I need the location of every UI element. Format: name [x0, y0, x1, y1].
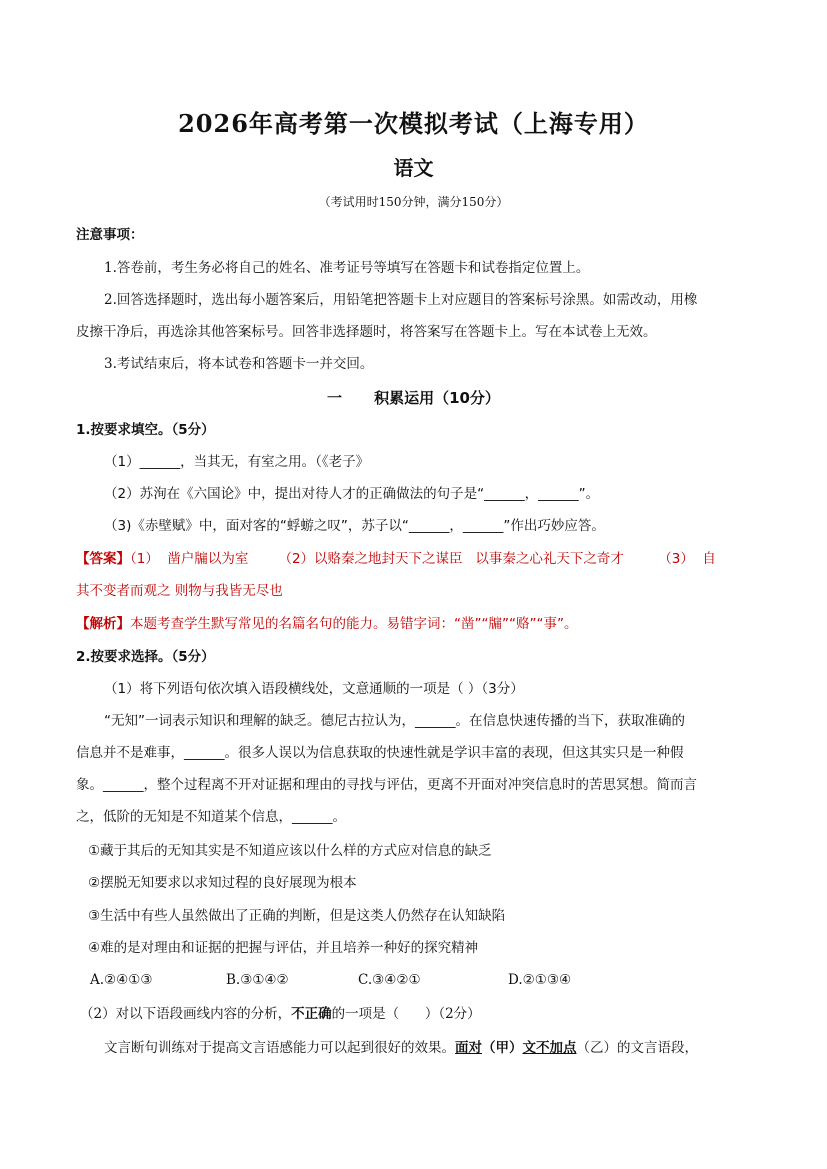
choice-3: ③生活中有些人虽然做出了正确的判断，但是这类人仍然存在认知缺陷 [88, 908, 506, 924]
exam-title: 2026年高考第一次模拟考试（上海专用） [178, 109, 649, 138]
sub2-emphasis: 不正确 [291, 1006, 332, 1022]
passage-line-3: 象。______，整个过程离不开对证据和理由的寻找与评估，更离不开面对冲突信息时的苦思冥想。简而言 [76, 777, 697, 793]
q2-title: 2.按要求选择。（5分） [76, 649, 215, 665]
notes-item-3: 3.考试结束后，将本试卷和答题卡一并交回。 [104, 356, 374, 372]
section-title: 积累运用（10分） [374, 389, 500, 407]
q1-sub-3: （3)《赤壁赋》中，面对客的“蜉蝣之叹”，苏子以“______，______”作出巧妙应答。 [104, 518, 605, 534]
q1-answer [76, 549, 756, 569]
q1-sub-2: （2）苏洵在《六国论》中，提出对待人才的正确做法的句子是“______，______”。 [104, 486, 600, 502]
notes-item-2-line-2: 皮擦干净后，再选涂其他答案标号。回答非选择题时，将答案写在答题卡上。写在本试卷上无效。 [76, 324, 657, 340]
passage-tail: （乙）的文言语段， [576, 1040, 698, 1056]
choice-2: ②摆脱无知要求以求知过程的良好展现为根本 [88, 875, 357, 891]
sub2-post: 的一项是（ ）（2分） [331, 1006, 481, 1022]
option-d: D.②①③④ [508, 972, 572, 988]
sub2-pre: （2）对以下语段画线内容的分析， [80, 1006, 292, 1022]
answer-tag: 【答案】 [76, 551, 130, 567]
section-heading [0, 387, 827, 408]
underlined-phrase-1: 面对 [455, 1040, 482, 1056]
option-a: A.②④①③ [90, 972, 153, 988]
blank-jia: （甲） [482, 1040, 523, 1056]
exam-time-note: （考试用时150分钟，满分150分） [318, 195, 509, 209]
analysis-text: 本题考查学生默写常见的名篇名句的能力。易错字词：“凿”“牖”“赂”“事”。 [130, 616, 578, 632]
section-number: 一 [327, 389, 343, 407]
passage-line-2: 信息并不是难事，______。很多人误以为信息获取的快速性就是学识丰富的表现，但这其实只是一种假 [76, 745, 684, 761]
answer-text-line-2: 其不变者而观之 则物与我皆无尽也 [76, 583, 283, 599]
q2-sub-2-passage [104, 1038, 756, 1058]
q2-sub-1-prompt: （1）将下列语句依次填入语段横线处，文意通顺的一项是（ ）（3分） [104, 681, 524, 697]
subject-title: 语文 [393, 156, 434, 180]
q2-sub-2-prompt [80, 1004, 760, 1024]
choice-4: ④难的是对理由和证据的把握与评估，并且培养一种好的探究精神 [88, 940, 479, 956]
option-b: B.③①④② [226, 972, 289, 988]
answer-text-line-1: （1） 凿户牖以为室 （2）以赂秦之地封天下之谋臣 以事秦之心礼天下之奇才 （3） 自 [130, 551, 716, 567]
notes-item-2-line-1: 2.回答选择题时，选出每小题答案后，用铅笔把答题卡上对应题目的答案标号涂黑。如需改动，用橡 [104, 292, 698, 308]
choice-1: ①藏于其后的无知其实是不知道应该以什么样的方式应对信息的缺乏 [88, 843, 492, 859]
analysis-tag: 【解析】 [76, 616, 130, 632]
passage-line-4: 之，低阶的无知是不知道某个信息，______。 [76, 809, 346, 825]
option-c: C.③④②① [358, 972, 421, 988]
notes-item-1: 1.答卷前，考生务必将自己的姓名、准考证号等填写在答题卡和试卷指定位置上。 [104, 260, 590, 276]
notes-heading: 注意事项： [76, 227, 144, 243]
q1-sub-1: （1）______，当其无，有室之用。（《老子》 [104, 454, 370, 470]
passage-line-1: “无知”一词表示知识和理解的缺乏。德尼古拉认为，______。在信息快速传播的当下，获取准确的 [104, 713, 685, 729]
underlined-phrase-2: 文不加点 [522, 1040, 577, 1056]
q1-title: 1.按要求填空。（5分） [76, 422, 215, 438]
q1-analysis [76, 614, 756, 634]
passage-lead: 文言断句训练对于提高文言语感能力可以起到很好的效果。 [104, 1040, 455, 1056]
